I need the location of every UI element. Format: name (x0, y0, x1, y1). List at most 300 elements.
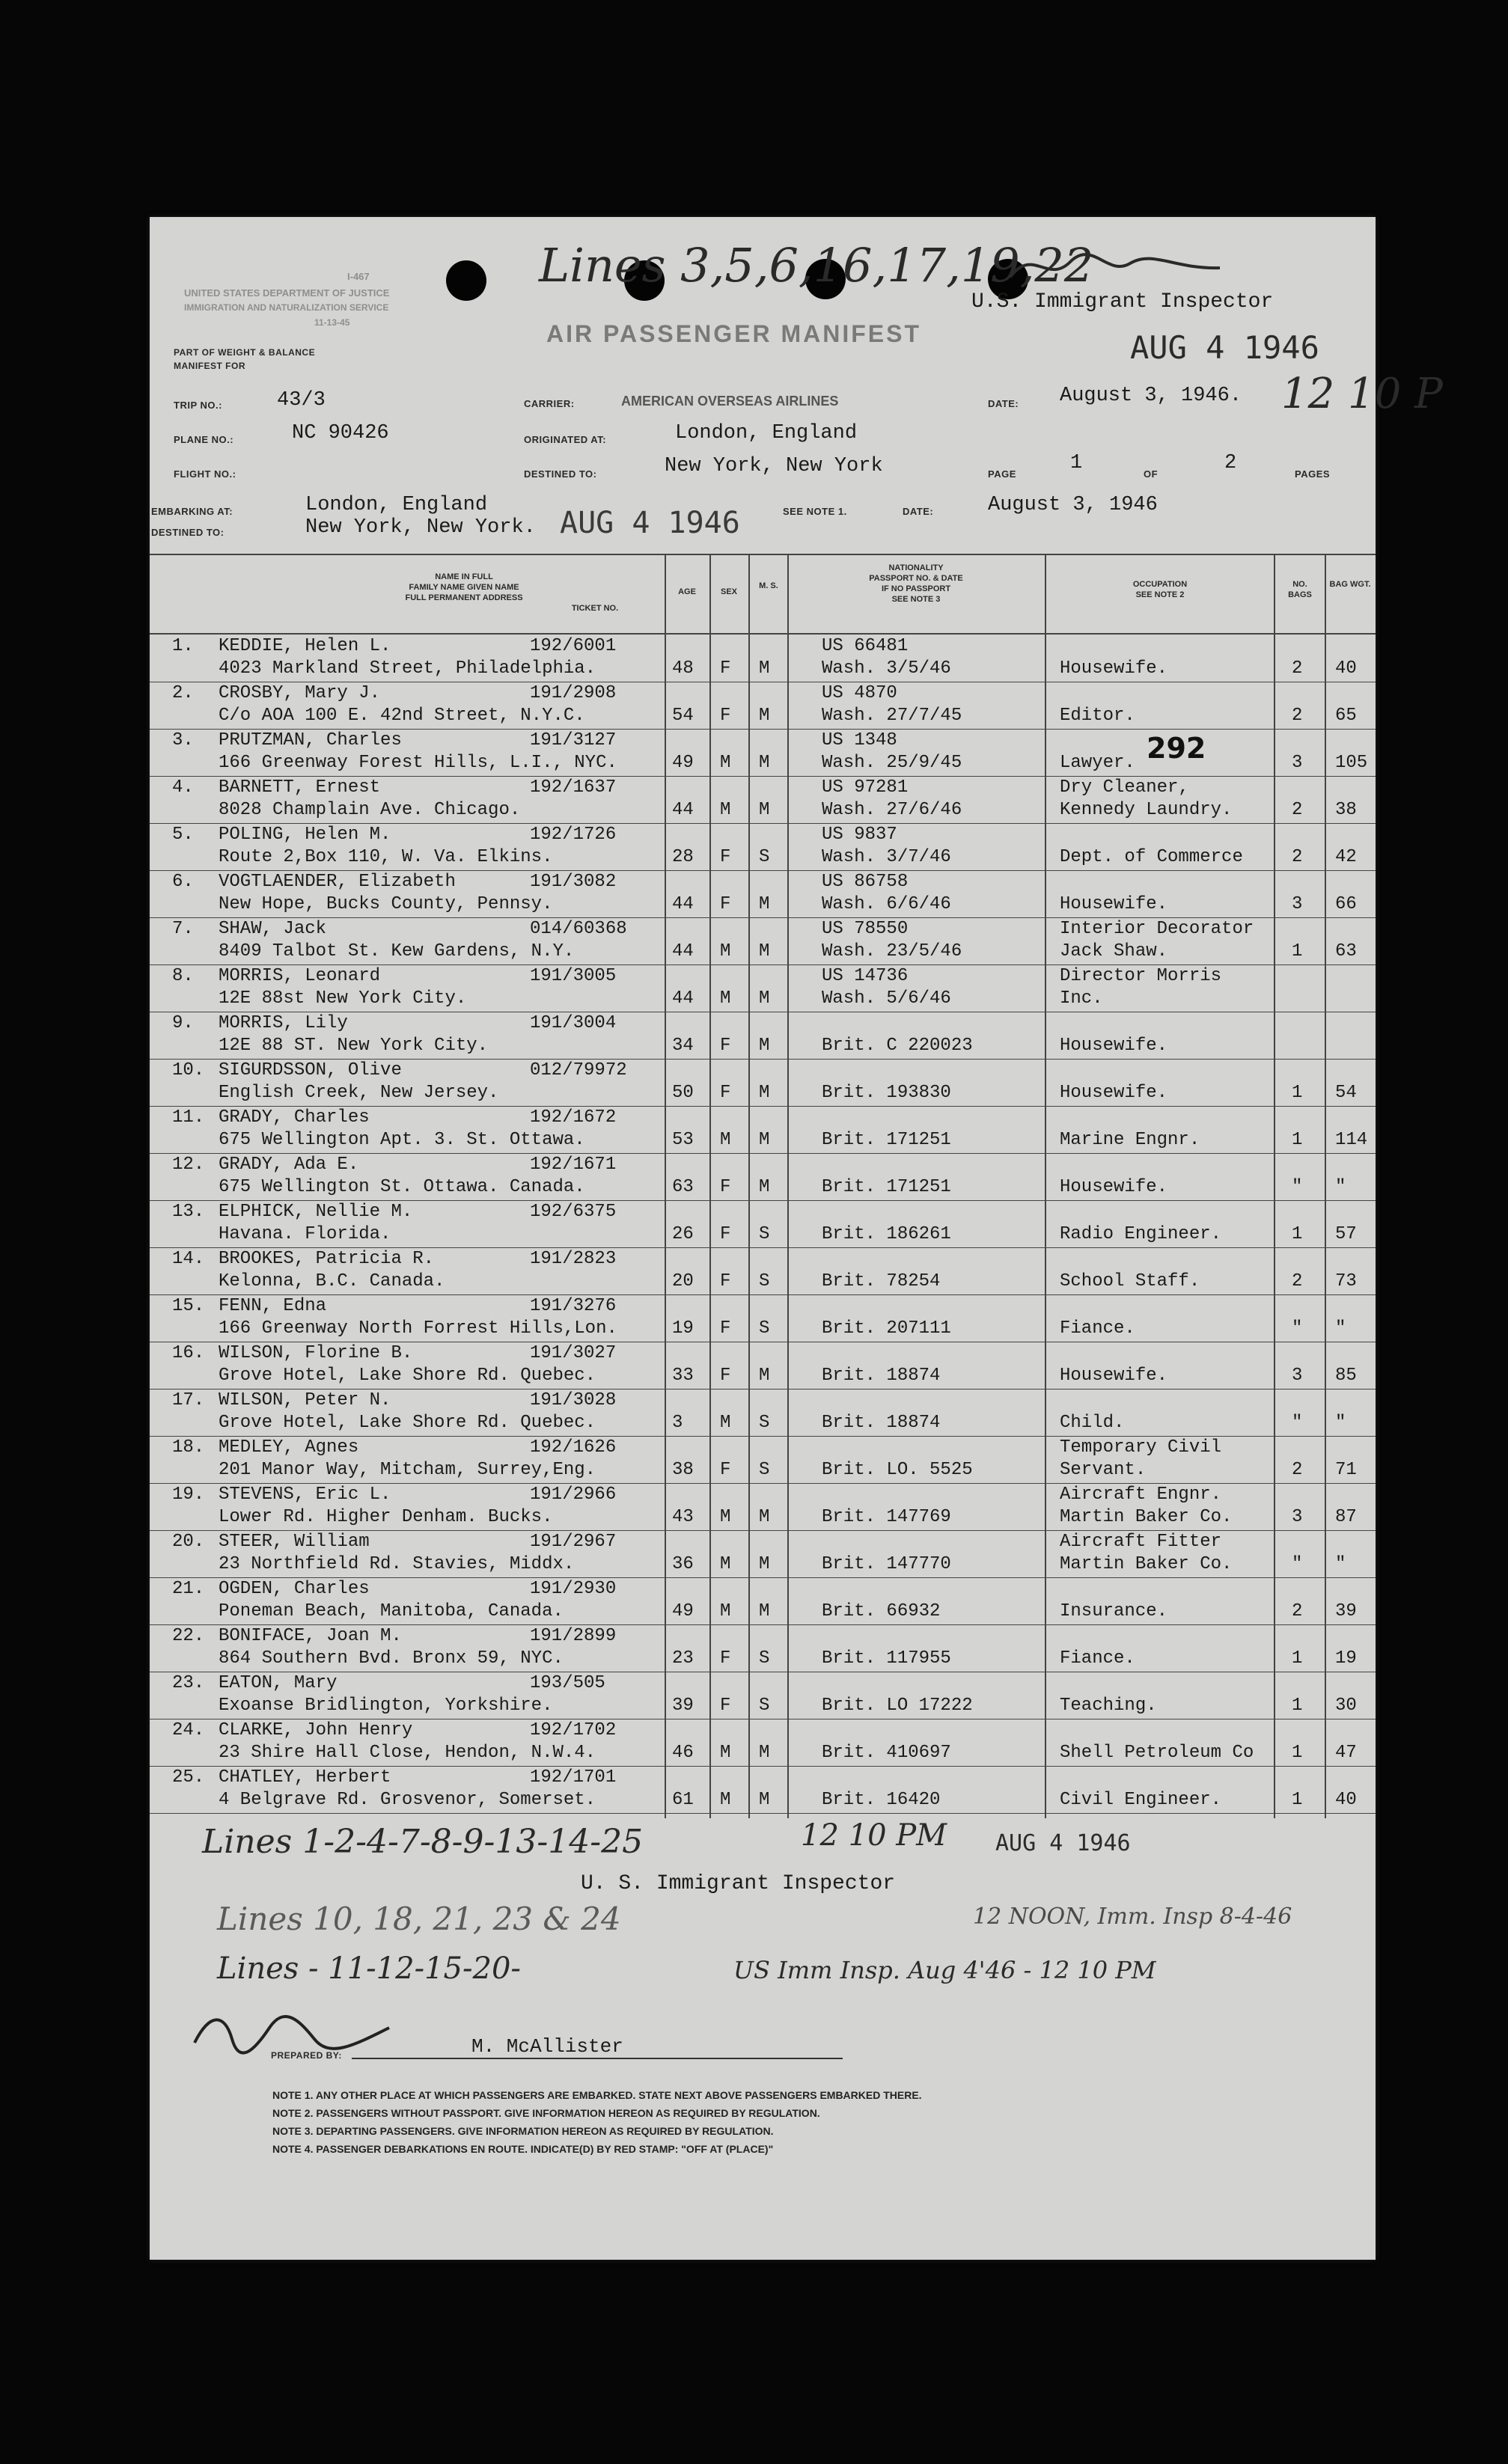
row-number: 25. (172, 1767, 205, 1788)
bag-count: 1 (1292, 1648, 1303, 1669)
bag-weight: 65 (1335, 706, 1357, 726)
part-of-label: PART OF WEIGHT & BALANCE (174, 347, 316, 358)
table-row (150, 1436, 1376, 1483)
occupation-line-1: Dry Cleaner, (1060, 777, 1189, 798)
bag-weight: 73 (1335, 1271, 1357, 1291)
passport-issued: Brit. LO. 5525 (822, 1460, 973, 1480)
row-number: 7. (172, 919, 194, 939)
passport-issued: Brit. 410697 (822, 1743, 951, 1763)
passenger-sex: F (720, 1648, 731, 1669)
occupation-line-2: Housewife. (1060, 1083, 1168, 1103)
bag-weight: 30 (1335, 1696, 1357, 1716)
passenger-address: English Creek, New Jersey. (219, 1083, 499, 1103)
ticket-number: 191/2899 (530, 1626, 617, 1646)
table-row (150, 1530, 1376, 1577)
row-number: 14. (172, 1249, 205, 1269)
passenger-address: 166 Greenway Forest Hills, L.I., NYC. (219, 753, 617, 773)
ticket-number: 014/60368 (530, 919, 627, 939)
passenger-age: 38 (672, 1460, 694, 1480)
occupation-line-2: Housewife. (1060, 1177, 1168, 1197)
marital-status: S (759, 1413, 770, 1433)
passport-issued: Wash. 23/5/46 (822, 941, 962, 962)
of-label: OF (1144, 468, 1159, 480)
occupation-line-2: Fiance. (1060, 1648, 1135, 1669)
passenger-age: 19 (672, 1318, 694, 1339)
bag-weight: 40 (1335, 658, 1357, 679)
table-row (150, 682, 1376, 729)
date-label-2: DATE: (903, 506, 934, 517)
passenger-sex: M (720, 1554, 731, 1574)
marital-status: S (759, 1224, 770, 1244)
bag-weight: 57 (1335, 1224, 1357, 1244)
passport-issued: Brit. 18874 (822, 1366, 941, 1386)
marital-status: M (759, 941, 770, 962)
marital-status: M (759, 1601, 770, 1621)
occupation-line-1: Director Morris (1060, 966, 1222, 986)
bag-count: 2 (1292, 847, 1303, 867)
passenger-name: POLING, Helen M. (219, 825, 391, 845)
note-1: NOTE 1. ANY OTHER PLACE AT WHICH PASSENGERS ARE EMBARKED. STATE NEXT ABOVE PASSENGERS EMBARKED THERE. (272, 2089, 922, 2101)
ticket-number: 192/6375 (530, 1202, 617, 1222)
ticket-number: 191/2966 (530, 1485, 617, 1505)
marital-status: M (759, 988, 770, 1009)
passenger-age: 46 (672, 1743, 694, 1763)
bag-weight: 63 (1335, 941, 1357, 962)
ticket-number: 191/3027 (530, 1343, 617, 1363)
passenger-address: 23 Shire Hall Close, Hendon, N.W.4. (219, 1743, 596, 1763)
bag-weight: 71 (1335, 1460, 1357, 1480)
passenger-sex: M (720, 1507, 731, 1527)
bag-count: 1 (1292, 1224, 1303, 1244)
passenger-name: ELPHICK, Nellie M. (219, 1202, 413, 1222)
col-name-header: NAME IN FULL (435, 572, 493, 581)
handwritten-lines-2: Lines 10, 18, 21, 23 & 24 (217, 1901, 621, 1937)
table-row (150, 1766, 1376, 1813)
marital-status: M (759, 800, 770, 820)
passenger-name: WILSON, Peter N. (219, 1390, 391, 1410)
marital-status: S (759, 1460, 770, 1480)
passport-issued: Brit. 171251 (822, 1177, 951, 1197)
page-value: 1 (1070, 452, 1083, 474)
carrier-value: AMERICAN OVERSEAS AIRLINES (621, 394, 839, 409)
bag-count: 1 (1292, 1130, 1303, 1150)
occupation-line-1: Temporary Civil (1060, 1437, 1222, 1458)
passenger-name: OGDEN, Charles (219, 1579, 370, 1599)
passenger-age: 63 (672, 1177, 694, 1197)
service-name: IMMIGRATION AND NATURALIZATION SERVICE (184, 302, 389, 313)
occupation-line-1: Aircraft Fitter (1060, 1532, 1222, 1552)
passenger-address: 166 Greenway North Forrest Hills,Lon. (219, 1318, 617, 1339)
table-row (150, 1342, 1376, 1389)
table-row (150, 635, 1376, 682)
passport-number: US 78550 (822, 919, 909, 939)
col-weight-header: BAG WGT. (1329, 580, 1371, 589)
occupation-line-1: Aircraft Engnr. (1060, 1485, 1222, 1505)
col-nationality-header: NATIONALITY (888, 563, 944, 572)
col-age-header: AGE (678, 587, 696, 596)
occupation-line-2: Editor. (1060, 706, 1135, 726)
passport-issued: Brit. 117955 (822, 1648, 951, 1669)
passenger-address: 4 Belgrave Rd. Grosvenor, Somerset. (219, 1790, 596, 1810)
handwritten-lines-note: Lines 3,5,6,16,17,19,22 (539, 238, 1094, 293)
table-row (150, 1389, 1376, 1436)
row-number: 2. (172, 683, 194, 703)
col-see-note2-header: SEE NOTE 2 (1135, 590, 1185, 599)
col-ticket-header: TICKET NO. (571, 604, 619, 613)
passenger-name: VOGTLAENDER, Elizabeth (219, 872, 456, 892)
table-row (150, 1294, 1376, 1342)
row-number: 3. (172, 730, 194, 750)
col-occupation-header: OCCUPATION (1132, 580, 1188, 589)
marital-status: S (759, 1271, 770, 1291)
bag-weight: " (1335, 1177, 1346, 1197)
passenger-name: WILSON, Florine B. (219, 1343, 413, 1363)
passenger-age: 54 (672, 706, 694, 726)
marital-status: S (759, 847, 770, 867)
bag-weight: 114 (1335, 1130, 1368, 1150)
table-row (150, 870, 1376, 917)
ticket-number: 192/1672 (530, 1107, 617, 1128)
ticket-number: 191/2967 (530, 1532, 617, 1552)
manifest-for-label: MANIFEST FOR (174, 361, 245, 371)
table-row (150, 1106, 1376, 1153)
col-ms-header: M. S. (759, 581, 778, 590)
row-number: 8. (172, 966, 194, 986)
bag-weight: " (1335, 1413, 1346, 1433)
passenger-age: 61 (672, 1790, 694, 1810)
row-number: 13. (172, 1202, 205, 1222)
punch-hole (446, 260, 486, 301)
passenger-age: 3 (672, 1413, 683, 1433)
inspector-title-2: U. S. Immigrant Inspector (581, 1872, 896, 1895)
passport-issued: Wash. 5/6/46 (822, 988, 951, 1009)
occupation-line-2: Inc. (1060, 988, 1103, 1009)
passenger-sex: F (720, 1271, 731, 1291)
passenger-address: Poneman Beach, Manitoba, Canada. (219, 1601, 564, 1621)
marital-status: M (759, 1554, 770, 1574)
occupation-line-2: Servant. (1060, 1460, 1147, 1480)
passenger-name: GRADY, Charles (219, 1107, 370, 1128)
ticket-number: 192/1702 (530, 1720, 617, 1740)
bag-count: 3 (1292, 894, 1303, 914)
passenger-name: GRADY, Ada E. (219, 1155, 359, 1175)
ticket-number: 193/505 (530, 1673, 605, 1693)
marital-status: M (759, 1130, 770, 1150)
passenger-age: 36 (672, 1554, 694, 1574)
occupation-line-2: Jack Shaw. (1060, 941, 1168, 962)
col-see-note3-header: SEE NOTE 3 (891, 595, 941, 604)
occupation-line-2: Insurance. (1060, 1601, 1168, 1621)
form-date-code: 11-13-45 (314, 317, 350, 328)
passenger-sex: M (720, 988, 731, 1009)
bag-count: 1 (1292, 1083, 1303, 1103)
passenger-sex: M (720, 1601, 731, 1621)
date-value-2: August 3, 1946 (988, 494, 1158, 516)
bag-weight: 105 (1335, 753, 1368, 773)
passenger-address: Grove Hotel, Lake Shore Rd. Quebec. (219, 1366, 596, 1386)
ticket-number: 191/2908 (530, 683, 617, 703)
handwritten-time: 12 10 P (1281, 370, 1443, 418)
passenger-name: STEER, William (219, 1532, 370, 1552)
col-sex-header: SEX (720, 587, 737, 596)
ticket-number: 191/3127 (530, 730, 617, 750)
marital-status: S (759, 1696, 770, 1716)
plane-no-value: NC 90426 (292, 422, 389, 444)
passenger-address: 201 Manor Way, Mitcham, Surrey,Eng. (219, 1460, 596, 1480)
occupation-line-2: Marine Engnr. (1060, 1130, 1200, 1150)
handwritten-lines-1: Lines 1-2-4-7-8-9-13-14-25 (202, 1823, 644, 1861)
bag-count: 2 (1292, 800, 1303, 820)
occupation-line-2: Kennedy Laundry. (1060, 800, 1233, 820)
occupation-line-2: Housewife. (1060, 658, 1168, 679)
passenger-address: 8028 Champlain Ave. Chicago. (219, 800, 521, 820)
occupation-line-2: Martin Baker Co. (1060, 1554, 1233, 1574)
passport-issued: Brit. 193830 (822, 1083, 951, 1103)
row-number: 12. (172, 1155, 205, 1175)
handwritten-time-1: 12 10 PM (801, 1818, 947, 1853)
bag-count: 1 (1292, 1696, 1303, 1716)
passenger-sex: M (720, 800, 731, 820)
table-row (150, 1012, 1376, 1059)
row-number: 18. (172, 1437, 205, 1458)
marital-status: M (759, 894, 770, 914)
marital-status: M (759, 1507, 770, 1527)
passport-number: US 9837 (822, 825, 897, 845)
passenger-sex: M (720, 1130, 731, 1150)
bag-count: " (1292, 1177, 1303, 1197)
occupation-line-2: Civil Engineer. (1060, 1790, 1222, 1810)
marital-status: M (759, 1366, 770, 1386)
passenger-sex: F (720, 1318, 731, 1339)
passenger-sex: M (720, 1743, 731, 1763)
row-number: 15. (172, 1296, 205, 1316)
table-row (150, 1247, 1376, 1294)
form-number: I-467 (347, 271, 370, 282)
passport-issued: Brit. LO 17222 (822, 1696, 973, 1716)
passenger-age: 34 (672, 1036, 694, 1056)
bag-count: " (1292, 1554, 1303, 1574)
bag-count: 1 (1292, 1743, 1303, 1763)
plane-no-label: PLANE NO.: (174, 434, 234, 445)
marital-status: M (759, 1790, 770, 1810)
passenger-name: FENN, Edna (219, 1296, 327, 1316)
row-number: 1. (172, 636, 194, 656)
passenger-address: 23 Northfield Rd. Stavies, Middx. (219, 1554, 575, 1574)
passport-issued: Wash. 3/7/46 (822, 847, 951, 867)
ticket-number: 192/1671 (530, 1155, 617, 1175)
passenger-address: New Hope, Bucks County, Pennsy. (219, 894, 553, 914)
passenger-address: 12E 88st New York City. (219, 988, 467, 1009)
passenger-sex: M (720, 941, 731, 962)
passenger-name: BROOKES, Patricia R. (219, 1249, 435, 1269)
passenger-age: 44 (672, 800, 694, 820)
passenger-age: 53 (672, 1130, 694, 1150)
passport-number: US 66481 (822, 636, 909, 656)
date-value: August 3, 1946. (1060, 385, 1242, 407)
passenger-address: Grove Hotel, Lake Shore Rd. Quebec. (219, 1413, 596, 1433)
passenger-name: MORRIS, Leonard (219, 966, 381, 986)
row-number: 19. (172, 1485, 205, 1505)
handwritten-inspector-3: US Imm Insp. Aug 4'46 - 12 10 PM (733, 1956, 1156, 1984)
bag-count: 2 (1292, 1601, 1303, 1621)
marital-status: M (759, 658, 770, 679)
passport-issued: Wash. 27/6/46 (822, 800, 962, 820)
bag-weight: 47 (1335, 1743, 1357, 1763)
col-if-no-passport-header: IF NO PASSPORT (881, 584, 951, 593)
trip-no-value: 43/3 (277, 389, 326, 412)
bag-weight: 66 (1335, 894, 1357, 914)
ticket-number: 191/2823 (530, 1249, 617, 1269)
destined-to-value-2: New York, New York. (305, 516, 536, 539)
passenger-name: BONIFACE, Joan M. (219, 1626, 402, 1646)
passenger-age: 44 (672, 894, 694, 914)
ticket-number: 012/79972 (530, 1060, 627, 1080)
passenger-sex: F (720, 894, 731, 914)
table-row (150, 1153, 1376, 1200)
prepared-by-label: PREPARED BY: (271, 2050, 342, 2061)
passenger-name: MORRIS, Lily (219, 1013, 348, 1033)
passenger-name: MEDLEY, Agnes (219, 1437, 359, 1458)
row-number: 5. (172, 825, 194, 845)
occupation-line-2: Housewife. (1060, 1036, 1168, 1056)
flight-no-label: FLIGHT NO.: (174, 468, 236, 480)
bag-weight: 39 (1335, 1601, 1357, 1621)
of-pages-value: 2 (1224, 452, 1237, 474)
page-label: PAGE (988, 468, 1016, 480)
passenger-address: Exoanse Bridlington, Yorkshire. (219, 1696, 553, 1716)
handwritten-lines-3: Lines - 11-12-15-20- (217, 1951, 521, 1986)
passenger-age: 44 (672, 941, 694, 962)
bag-weight: " (1335, 1554, 1346, 1574)
passport-number: US 1348 (822, 730, 897, 750)
embarking-at-value: London, England (305, 494, 488, 516)
passport-issued: Brit. 78254 (822, 1271, 941, 1291)
passenger-sex: F (720, 1224, 731, 1244)
prepared-by-value: M. McAllister (471, 2035, 623, 2058)
occupation-line-2: Radio Engineer. (1060, 1224, 1222, 1244)
marital-status: M (759, 1036, 770, 1056)
table-row (150, 917, 1376, 964)
passenger-age: 28 (672, 847, 694, 867)
passenger-name: EATON, Mary (219, 1673, 338, 1693)
occupation-line-2: School Staff. (1060, 1271, 1200, 1291)
occupation-line-2: Martin Baker Co. (1060, 1507, 1233, 1527)
ticket-number: 192/1626 (530, 1437, 617, 1458)
ticket-number: 192/1701 (530, 1767, 617, 1788)
ticket-number: 191/3028 (530, 1390, 617, 1410)
table-row (150, 1483, 1376, 1530)
ticket-number: 191/2930 (530, 1579, 617, 1599)
embarking-at-label: EMBARKING AT: (151, 506, 233, 517)
row-number: 23. (172, 1673, 205, 1693)
passport-issued: Brit. 207111 (822, 1318, 951, 1339)
passenger-age: 49 (672, 753, 694, 773)
passport-issued: Wash. 25/9/45 (822, 753, 962, 773)
col-address-header: FULL PERMANENT ADDRESS (405, 593, 523, 602)
note-4: NOTE 4. PASSENGER DEBARKATIONS EN ROUTE. INDICATE(D) BY RED STAMP: "OFF AT (PLACE)" (272, 2143, 774, 2155)
row-number: 17. (172, 1390, 205, 1410)
bag-count: " (1292, 1318, 1303, 1339)
note-2: NOTE 2. PASSENGERS WITHOUT PASSPORT. GIVE INFORMATION HEREON AS REQUIRED BY REGULATION. (272, 2107, 820, 2119)
occupation-line-2: Child. (1060, 1413, 1125, 1433)
table-row (150, 776, 1376, 823)
occupation-line-2: Housewife. (1060, 1366, 1168, 1386)
passport-issued: Brit. 171251 (822, 1130, 951, 1150)
marital-status: S (759, 1648, 770, 1669)
bottom-stamp-date: AUG 4 1946 (995, 1830, 1131, 1856)
inspector-title: U.S. Immigrant Inspector (971, 290, 1274, 314)
passport-issued: Brit. 186261 (822, 1224, 951, 1244)
passenger-name: CROSBY, Mary J. (219, 683, 381, 703)
passenger-sex: F (720, 1036, 731, 1056)
embark-stamp-date: AUG 4 1946 (560, 506, 740, 540)
passenger-age: 23 (672, 1648, 694, 1669)
table-row (150, 1200, 1376, 1247)
ticket-number: 191/3276 (530, 1296, 617, 1316)
bag-weight: 40 (1335, 1790, 1357, 1810)
table-row (150, 1672, 1376, 1719)
passenger-age: 50 (672, 1083, 694, 1103)
destined-to-label-2: DESTINED TO: (151, 527, 225, 538)
col-family-given-header: FAMILY NAME GIVEN NAME (409, 583, 519, 592)
passenger-address: Havana. Florida. (219, 1224, 391, 1244)
marital-status: M (759, 1083, 770, 1103)
passport-issued: Wash. 6/6/46 (822, 894, 951, 914)
passport-number: US 4870 (822, 683, 897, 703)
passenger-age: 33 (672, 1366, 694, 1386)
date-label: DATE: (988, 398, 1019, 409)
bag-count: 2 (1292, 1460, 1303, 1480)
passenger-sex: M (720, 1790, 731, 1810)
arrival-stamp-date: AUG 4 1946 (1130, 329, 1319, 366)
bag-weight: " (1335, 1318, 1346, 1339)
row-number: 20. (172, 1532, 205, 1552)
bag-count: 2 (1292, 1271, 1303, 1291)
marital-status: M (759, 1743, 770, 1763)
ticket-number: 192/6001 (530, 636, 617, 656)
bag-count: 2 (1292, 706, 1303, 726)
pages-label: PAGES (1295, 468, 1331, 480)
passenger-address: 12E 88 ST. New York City. (219, 1036, 489, 1056)
passenger-name: BARNETT, Ernest (219, 777, 381, 798)
originated-at-value: London, England (675, 422, 858, 444)
passenger-sex: F (720, 1177, 731, 1197)
passenger-address: 675 Wellington Apt. 3. St. Ottawa. (219, 1130, 585, 1150)
carrier-label: CARRIER: (524, 398, 575, 409)
table-row (150, 823, 1376, 870)
bag-count: 1 (1292, 941, 1303, 962)
passport-issued: Brit. 18874 (822, 1413, 941, 1433)
note-3: NOTE 3. DEPARTING PASSENGERS. GIVE INFORMATION HEREON AS REQUIRED BY REGULATION. (272, 2125, 774, 2137)
passenger-name: STEVENS, Eric L. (219, 1485, 391, 1505)
department-name: UNITED STATES DEPARTMENT OF JUSTICE (184, 287, 390, 299)
passenger-address: 4023 Markland Street, Philadelphia. (219, 658, 596, 679)
passenger-age: 39 (672, 1696, 694, 1716)
passenger-sex: F (720, 706, 731, 726)
row-number: 6. (172, 872, 194, 892)
passenger-name: SIGURDSSON, Olive (219, 1060, 402, 1080)
bag-count: 3 (1292, 753, 1303, 773)
row-number: 10. (172, 1060, 205, 1080)
passenger-name: CHATLEY, Herbert (219, 1767, 391, 1788)
destined-to-value: New York, New York (665, 455, 883, 477)
inspector-signature-top (1003, 247, 1227, 292)
occupation-line-2: Dept. of Commerce (1060, 847, 1243, 867)
marital-status: M (759, 706, 770, 726)
prepared-by-line (352, 2058, 843, 2059)
ticket-number: 192/1637 (530, 777, 617, 798)
bag-count: " (1292, 1413, 1303, 1433)
